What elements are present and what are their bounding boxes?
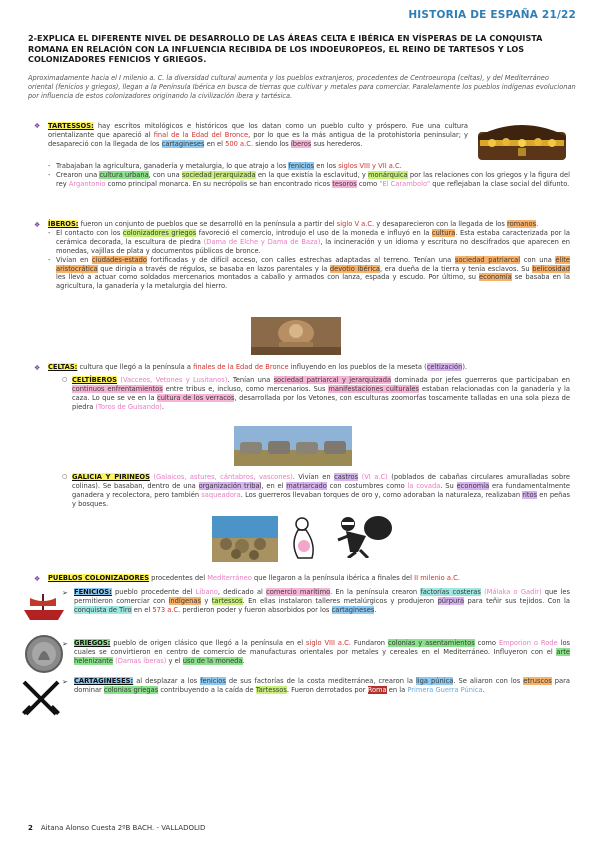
treasure-chest-image xyxy=(470,118,574,162)
text: como xyxy=(356,179,380,188)
text: favoreció el comercio, introdujo el uso de la moneda e influyó en la xyxy=(196,228,432,237)
text: FENICIOS: xyxy=(74,588,112,596)
crossed-swords-icon xyxy=(20,678,62,718)
text: ). xyxy=(462,363,468,371)
dama-de-baza-image xyxy=(251,317,341,355)
text: . Tenían una xyxy=(227,376,274,384)
thief-icon xyxy=(328,512,396,558)
text: íberos xyxy=(290,139,312,148)
text: Argantonio xyxy=(68,179,106,188)
text: sociedad patriarcal xyxy=(454,255,521,264)
text: comercio marítimo xyxy=(266,588,331,596)
text: . xyxy=(161,402,165,411)
text: perdieron poder y fueron absorbidos por los xyxy=(180,605,332,614)
text: fortificadas y de difícil acceso, con calles estrechas adaptadas al terreno. Tenían una xyxy=(146,255,455,264)
text: , con una xyxy=(148,170,182,179)
arrow-bullet-icon: ➢ xyxy=(62,640,68,648)
text: devotio ibérica xyxy=(329,264,380,273)
text: sociedad jerarquizada xyxy=(181,170,256,179)
text: de sus factorías de la costa mediterránea, crearon la xyxy=(225,677,416,685)
text: Tartessos xyxy=(255,685,287,694)
text: para dominar xyxy=(74,677,570,694)
text: 500 a.C. xyxy=(225,139,254,148)
text: siglo VIII a.C. xyxy=(306,639,351,647)
text: contribuyendo a la caída de xyxy=(158,685,256,694)
text: siglo V a.C. xyxy=(336,220,375,228)
text: estaban relacionadas con la ganadería y la caza. Lo que se ve en la xyxy=(72,384,570,402)
text: para teñir sus tejidos. Con la xyxy=(464,596,571,605)
covada-icon xyxy=(284,516,324,562)
text: factorías costeras xyxy=(420,588,481,596)
text: . xyxy=(374,605,377,614)
arrow-bullet-icon: ➢ xyxy=(62,678,68,686)
text: manifestaciones culturales xyxy=(328,384,419,393)
text: colonias griegas xyxy=(103,685,159,694)
subsection-celtiberos xyxy=(62,376,570,412)
text: y desaparecieron con la llegada de los xyxy=(374,220,507,228)
text: influyendo en los pueblos de la meseta ( xyxy=(288,363,427,371)
question-title: 2-EXPLICA EL DIFERENTE NIVEL DE DESARROLLO DE LAS ÁREAS CELTA E IBÉRICA EN VÍSPERAS DE LA CONQUISTA ROMANA EN RELACIÓN CON LA INFLUENCIA RECIBIDA DE LOS INDOEUROPEOS, EL REINO DE TARTESOS Y LOS COLONIZADORES FENICIOS Y GRIEGOS. xyxy=(28,33,543,64)
text: colonizadores griegos xyxy=(122,228,197,237)
text: cartagineses xyxy=(331,605,375,614)
text: conquista de Tiro xyxy=(74,605,132,614)
text: Fundaron xyxy=(350,639,388,647)
text: en el xyxy=(131,605,153,614)
text: GRIEGOS: xyxy=(74,639,111,647)
text: liga púnica xyxy=(415,677,454,685)
text: la covada xyxy=(407,481,441,490)
text: , dedicado al xyxy=(217,588,267,596)
text: Mediterráneo xyxy=(207,574,252,582)
footer-author: Aitana Alonso Cuesta 2ºB BACH. - VALLADOLID xyxy=(40,824,206,832)
text: los cuales se convirtieron en centro de comercio de manufacturas orientales por metales y cereales en el Mediterráneo. Influyeron con el xyxy=(74,639,571,656)
text: dominada por jefes guerreros que participaban en xyxy=(391,376,570,384)
text: , desarrollada por los Vetones, con esculturas zoomorfas toscamente talladas en una sola pieza de piedra xyxy=(72,393,570,411)
text: (Galaicos, astures, cántabros, vascones) xyxy=(153,473,293,481)
text: final de la Edad del Bronce xyxy=(153,130,249,139)
text: "El Carambolo" xyxy=(379,179,431,188)
text: finales de la Edad de Bronce xyxy=(193,363,289,371)
text: entre tribus e, incluso, como mercenarios. Sus xyxy=(162,384,329,393)
text: que les permitieron comerciar con xyxy=(74,588,570,605)
text: , por lo que es la más antigua de la protohistoria peninsular; y desapareció con la llegada de los xyxy=(48,130,468,148)
greek-coin-icon xyxy=(24,634,64,674)
text: en los xyxy=(314,162,339,170)
iberos-keyword: ÍBEROS: xyxy=(48,220,79,228)
text: al desplazar a los xyxy=(133,677,201,685)
diamond-bullet-icon: ❖ xyxy=(34,575,41,583)
text: II milenio a.C. xyxy=(414,574,460,582)
text: élite aristocrática xyxy=(56,255,570,273)
text: . En ellas instalaron talleres metalúrgicos y produjeron xyxy=(242,596,438,605)
text: fueron un conjunto de pueblos que se desarrolló en la península a partir del xyxy=(78,220,337,228)
text: 573 a.C. xyxy=(152,605,181,614)
phoenician-ship-icon xyxy=(22,592,66,622)
text: . Esta estaba caracterizada por la cerámica decorada, la escultura de piedra xyxy=(56,228,571,246)
text: cultura que llegó a la península a xyxy=(77,363,194,371)
section-colonizadores xyxy=(48,574,570,583)
colonizadores-keyword: PUEBLOS COLONIZADORES xyxy=(48,574,150,582)
text: Roma xyxy=(367,685,387,694)
text: . En la península crearon xyxy=(330,588,421,596)
text: CARTAGINESES: xyxy=(74,677,134,685)
text: CELTÍBEROS xyxy=(72,376,117,384)
text: . Los guerreros llevaban torques de oro y, como adoraban la naturaleza, realizaban xyxy=(240,490,523,499)
text: (Toros de Guisando) xyxy=(95,402,162,411)
text: con costumbres como xyxy=(326,481,408,490)
text: cultura de los verracos xyxy=(157,393,235,402)
toros-de-guisando-image xyxy=(234,426,352,466)
section-iberos xyxy=(48,220,570,291)
text: (Damas íberas) xyxy=(115,656,167,665)
text: que llegaron a la península ibérica a finales del xyxy=(251,574,415,582)
text: belicosidad xyxy=(532,264,570,273)
diamond-bullet-icon: ❖ xyxy=(34,364,41,372)
text: en el xyxy=(204,139,226,148)
text: como principal monarca. En su necrópolis se han encontrado ricos xyxy=(105,179,333,188)
text: economía xyxy=(479,273,512,282)
subsection-griegos xyxy=(74,639,570,666)
text: en la xyxy=(386,685,408,694)
text: púrpura xyxy=(437,596,465,605)
text: . Su xyxy=(440,481,457,490)
text: . xyxy=(482,685,485,694)
text: cultura urbana xyxy=(99,170,149,179)
text: fenicios xyxy=(288,162,315,170)
text: pueblo de origen clásico que llegó a la península en el xyxy=(110,639,307,647)
text: saqueadora xyxy=(201,490,241,499)
text: que dirigía a través de régulos, se basaba en lazos parentales y la xyxy=(97,264,330,273)
text: celtización xyxy=(426,363,463,371)
text: fenicios xyxy=(200,677,226,685)
text: se basaba en la agricultura, la ganadería y la metalurgia del hierro. xyxy=(56,273,570,291)
text: les llevó a actuar como soldados mercenarios montados a caballo y armados con lanza, espada y escudo. Por último, su xyxy=(56,273,480,282)
text: monárquica xyxy=(368,170,408,179)
text: con una xyxy=(520,255,556,264)
text: que reflejaban la clase social del difunto. xyxy=(430,179,570,188)
text: . xyxy=(242,656,245,665)
section-tartesos-bullets xyxy=(48,162,570,189)
text: arte helenizante xyxy=(74,647,570,665)
text: (Dama de Elche y Dama de Baza) xyxy=(203,237,321,246)
arrow-bullet-icon: ➢ xyxy=(62,589,68,597)
text: organización tribal xyxy=(198,481,262,490)
text: Crearon una xyxy=(56,170,100,179)
text: y el xyxy=(166,656,183,665)
text: (VI a.C) xyxy=(361,473,388,481)
text: romanos xyxy=(507,220,537,228)
text: indígenas xyxy=(168,596,201,605)
text: economía xyxy=(456,481,490,490)
text: Trabajaban la agricultura, ganadería y metalurgia, lo que atrajo a los xyxy=(56,162,289,170)
text: (poblados de cabañas circulares amuralladas sobre colinas). Se basaban, dentro de una xyxy=(72,473,570,490)
section-tartesos xyxy=(48,122,468,149)
subsection-cartagineses xyxy=(74,677,570,695)
text: , la incineración y un idioma y escritura no descifrados que aparecen en monedas, vajillas de plata y documentos públicos de bronce. xyxy=(56,237,570,255)
text: (Vacceos, Vetones y Lusitanos) xyxy=(120,376,228,384)
diamond-bullet-icon: ❖ xyxy=(34,221,41,229)
text: por las relaciones con los griegos y la figura del rey xyxy=(56,170,570,188)
document-header-title: HISTORIA DE ESPAÑA 21/22 xyxy=(408,9,576,21)
text: era fundamentalmente ganadera y recolectora, pero también xyxy=(72,481,570,499)
text: El contacto con los xyxy=(56,228,123,237)
text: tesoros xyxy=(332,179,357,188)
text: ciudades-estado xyxy=(91,255,147,264)
text: , en el xyxy=(261,481,287,490)
text: (Málaka o Gadir) xyxy=(484,588,542,596)
text: ritos xyxy=(522,490,538,499)
intro-paragraph: Aproximadamente hacia el I milenio a. C. la diversidad cultural aumenta y los pueblos extranjeros, procedentes de Centroeuropa (celtas), y del Mediterráneo oriental (fenicios y griegos), llegan a la Península Ibérica en busca de tierras que cultivar y metales para comerciar. Paralelamente los pueblos indígenas evolucionan por influencia de estos colonizadores originando la civilización íbera y tartésica. xyxy=(28,74,576,100)
text: hay escritos mitológicos e históricos que los datan como un pueblo culto y próspero. Fue una cultura orientalizante que apareció al xyxy=(48,122,468,139)
page-footer xyxy=(28,824,205,832)
text: Líbano xyxy=(195,588,218,596)
text: y xyxy=(200,596,212,605)
text: en peñas y bosques. xyxy=(72,490,570,508)
text: Primera Guerra Púnica xyxy=(407,685,483,694)
text: como xyxy=(474,639,499,647)
subsection-galicia-pirineos xyxy=(62,473,570,509)
text: en la que existía la esclavitud, y xyxy=(255,170,368,179)
page-number: 2 xyxy=(28,824,33,832)
text: etruscos xyxy=(523,677,552,685)
text: colonias y asentamientos xyxy=(387,639,475,647)
text: siendo los xyxy=(253,139,291,148)
tartesos-keyword: TARTESSOS: xyxy=(48,122,94,130)
text: . Fueron derrotados por xyxy=(286,685,368,694)
text: Emporion o Rode xyxy=(498,639,558,647)
text: uso de la moneda xyxy=(182,656,243,665)
text: tartessos xyxy=(211,596,243,605)
text: Vivían en xyxy=(56,255,92,264)
celtas-keyword: CELTAS: xyxy=(48,363,78,371)
diamond-bullet-icon: ❖ xyxy=(34,122,41,130)
text: sociedad patriarcal y jerarquizada xyxy=(273,376,392,384)
text: . Se aliaron con los xyxy=(453,677,524,685)
text: sus herederos. xyxy=(311,139,363,148)
section-celtas xyxy=(48,363,570,372)
text: , era dueña de la tierra y tenía esclavos. Su xyxy=(380,264,533,273)
castro-image xyxy=(212,516,278,562)
text: castros xyxy=(334,473,359,481)
text: procedentes del xyxy=(149,574,208,582)
text: cartagineses xyxy=(161,139,205,148)
text: siglos VIII y VII a.C. xyxy=(338,162,402,170)
text: . Vivían en xyxy=(292,473,335,481)
subsection-fenicios xyxy=(74,588,570,615)
text: pueblo procedente del xyxy=(111,588,196,596)
text: continuos enfrentamientos xyxy=(72,384,163,393)
text: matriarcado xyxy=(286,481,327,490)
text: . xyxy=(536,220,539,228)
text: cultura xyxy=(431,228,456,237)
text: GALICIA Y PIRINEOS xyxy=(72,473,150,481)
